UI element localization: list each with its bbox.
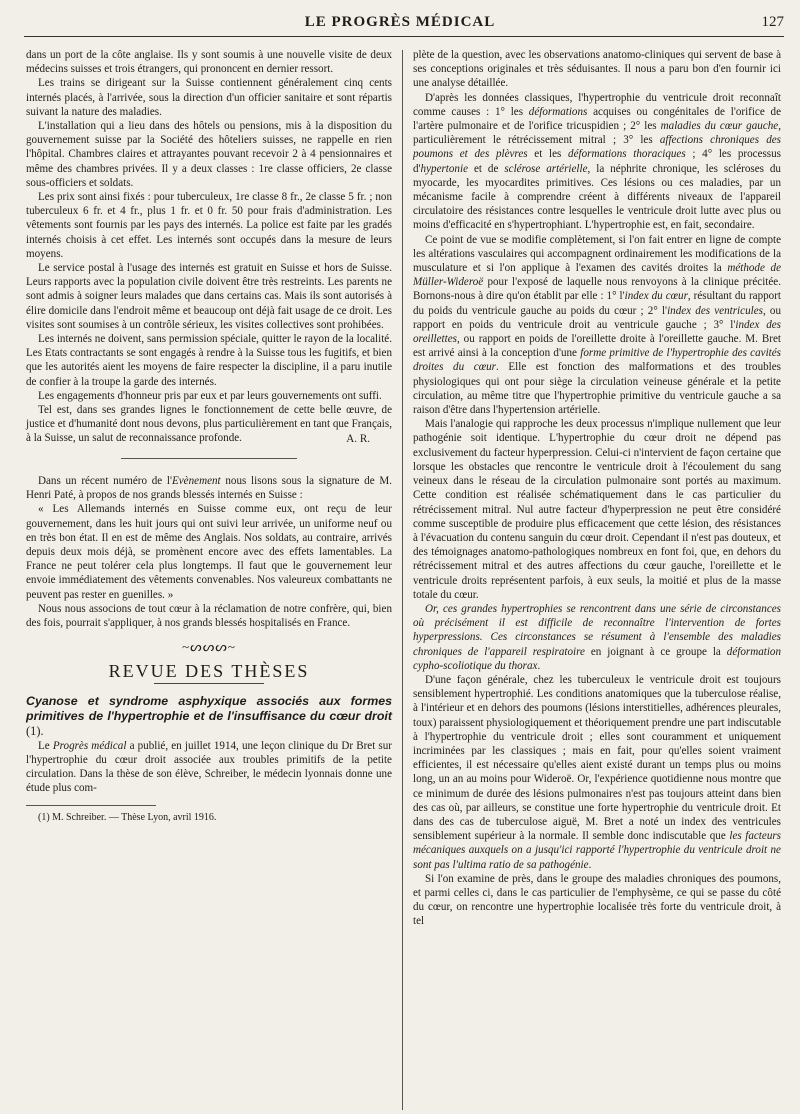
paragraph: [413, 91, 781, 233]
emphasis: index du cœur: [624, 290, 688, 303]
running-title: LE PROGRÈS MÉDICAL: [304, 14, 496, 30]
text-run: D'après les données classiques, l'hypertrophie du ventricule droit reconnaît comme causes : 1° les: [413, 91, 781, 118]
emphasis: les facteurs mécaniques auxquels on a jusqu'ici rapporté l'hypertrophie du ventricule droit ne sont pas l'ultima ratio de sa pathogénie: [413, 830, 781, 871]
article-signature: A. R.: [346, 432, 370, 445]
paragraph: Les prix sont ainsi fixés : pour tuberculeux, 1re classe 8 fr., 2e classe 5 fr. ; non tuberculeux 6 fr. et 4 fr., plus 1 fr. et 0 fr. 50 pour frais d'administration. Les vêtements sont fournis par les pays des internés. La police est faite par les gradés internés choisis à cet effet. Les internés sont occupés dans la mesure de leurs moyens.: [26, 191, 392, 260]
section-rule: [154, 683, 264, 684]
column-divider: [402, 50, 403, 1110]
text-run: , particulièrement le rétrécissement mitral ; 3° les: [413, 120, 781, 147]
emphasis: déformations thoraciques: [568, 148, 686, 161]
text-run: Le: [38, 739, 53, 752]
emphasis: hypertonie: [420, 162, 468, 175]
text-run: .: [537, 659, 541, 672]
footnote: (1) M. Schreiber. — Thèse Lyon, avril 1916.: [38, 812, 217, 824]
journal-name: Evènement: [171, 474, 221, 487]
paragraph: Les trains se dirigeant sur la Suisse contiennent généralement cinq cents internés placés, à l'arrivée, sous la direction d'un officier sanitaire et sont répartis suivant la nature des maladies.: [26, 77, 392, 118]
header-rule: [24, 36, 784, 37]
text-run: , la néphrite chronique, les scléroses du myocarde, les myocardites primitives. Ces lésions ou ces maladies, par un mécanisme facile à comprendre créent à différents niveaux de l'appareil circulatoire des résistances contre lesquelles le ventricule droit lutte avec plus ou moins d'efficacité en s'hypertrophiant. L'hypertrophie est, en fait, secondaire.: [413, 162, 781, 232]
page-number: 127: [761, 14, 784, 30]
thesis-title: [26, 694, 392, 739]
emphasis: Or, ces grandes hypertrophies se rencontrent dans une série de circonstances où précisément il est difficile de reconnaître l'intervention de fortes hyperpressions. Ces circonstances se résument à l'ensemble des maladies chroniques de l'appareil respiratoire: [413, 602, 781, 658]
paragraph: [413, 673, 781, 872]
paragraph: plète de la question, avec les observations anatomo-cliniques qui servent de base à ses conceptions originales et très séduisantes. Il nous a paru bon d'en fournir ici une analyse détaillée.: [413, 49, 781, 90]
text-run: acquises ou congénitales de l'orifice de l'artère pulmonaire et de l'orifice tricuspidien ; 2° les: [413, 105, 781, 133]
paragraph: [413, 233, 781, 418]
text-run: ; 4° les processus d': [413, 148, 781, 175]
text-run: a publié, en juillet 1914, une leçon clinique du Dr Bret sur l'hypertrophie du cœur droit associée aux troubles primitifs de la petite circulation. Dans la thèse de son élève, Schreiber, le médecin lyonnais donne une étude plus com-: [26, 739, 392, 795]
right-column: [413, 48, 781, 929]
text-run: et les: [527, 148, 569, 161]
emphasis: index des oreillettes: [413, 318, 781, 346]
text-run: Dans un récent numéro de l': [38, 474, 172, 487]
emphasis: sclérose artérielle: [504, 162, 588, 175]
block-quote: « Les Allemands internés en Suisse comme eux, ont reçu de leur gouvernement, dans les huit jours qui ont suivi leur arrivée, un uniforme neuf ou en très bon état. Il en est de même des Anglais. Nos soldats, au contraire, arrivés depuis deux mois déjà, se promènent encore avec des effets lamentables. La France ne peut tolérer cela plus longtemps. Il faut que le gouvernement leur envoie immédiatement des vêtements convenables. Nos valeureux combattants ne peuvent pas rester en guenilles. »: [26, 503, 392, 601]
paragraph: [26, 474, 392, 502]
text-run: en joignant à ce groupe la: [584, 645, 727, 658]
emphasis: méthode de Müller-Wideroë: [413, 262, 782, 289]
paragraph: Les engagements d'honneur pris par eux et par leurs gouvernements ont suffi.: [38, 389, 382, 402]
text-run: , ou rapport en poids du ventricule droit au ventricule gauche ; 3° l': [413, 304, 781, 331]
text-run: nous lisons sous la signature de M. Henri Paté, à propos de nos grands blessés internés en Suisse :: [26, 474, 392, 502]
emphasis: maladies du cœur gauche: [660, 120, 779, 133]
text-run: D'une façon générale, chez les tuberculeux le ventricule droit est toujours sensiblement hypertrophié. Les conditions anatomiques que la tuberculose réalise, à l'intérieur et en dehors des poumons (lésions interstitielles, adhérences pleurales, toux) paraissent physiologiquement et théoriquement prendre une part indiscutable à l'hypertrophie du ventricule droit ; elles sont couramment et uniquement incriminées par les classiques ; mais en fait, pour qu'elles soient vraiment efficientes, il est nécessaire qu'elles aient existé durant un temps plus ou moins long, un an au moins pour Wideroë. Or, l'expérience quotidienne nous montre que ce minimum de durée des lésions pulmonaires n'est pas toujours atteint dans bien des cas où, par ailleurs, se constitue une forte hypertrophie du ventricule droit. Et dans des cas de tuberculose aiguë, M. Bret a noté un index des ventricules sensiblement supérieur à la normale. Il semble donc indiscutable que: [413, 673, 781, 843]
emphasis: forme primitive de l'hypertrophie des cavités droites du cœur: [413, 347, 781, 374]
text-run: , résultant du rapport du poids du ventricule gauche au poids du cœur ; 2° l': [413, 290, 781, 317]
separator-rule: [121, 458, 297, 459]
footnote-rule: [26, 805, 156, 806]
paragraph: [413, 602, 781, 673]
paragraph: Mais l'analogie qui rapproche les deux processus n'implique nullement que leur pathogénie soit identique. L'hypertrophie du cœur droit ne dépend pas exclusivement du facteur hyperpression. Celui-ci n'intervient de façon certaine que lorsque les obstacles que rencontre le ventricule droit à l'écoulement du sang veineux dans le réseau de la circulation pulmonaire sont portés au maximum. Cette condition est réalisée schématiquement dans le cas particulier du rétrécissement mitral. Nul autre facteur d'hyperpression ne peut être considéré comme susceptible de produire plus efficacement que cette lésion, des résistances à l'évacuation du contenu sanguin du cœur droit. Cependant il n'est pas douteux, et des témoignages anatomo-pathologiques nombreux en font foi, que, en dehors du rétrécissement mitral et des autres affections du cœur gauche, l'oreillette et le ventricule droits représentent parfois, à eux seuls, la moitié et plus de la masse totale du cœur.: [413, 418, 781, 601]
emphasis: déformations: [528, 105, 588, 118]
paragraph: Le service postal à l'usage des internés est gratuit en Suisse et hors de Suisse. Leurs rapports avec la population civile doivent être très restreints. Les parents ne sont admis à soigner leurs malades que dans certains cas. Mais ils sont autorisés à élire domicile dans l'endroit même et beaucoup ont déjà fait usage de ce droit. Les visites sont soumises à un contrôle sérieux, les visites collectives sont prohibées.: [26, 262, 392, 331]
text-run: .: [588, 858, 592, 871]
text-run: pour l'exposé de laquelle nous renvoyons à la clinique précitée. Bornons-nous à dire qu'on établit par elle : 1° l': [413, 276, 781, 303]
paragraph: [26, 739, 392, 796]
emphasis: déformation cypho-scoliotique du thorax: [413, 645, 782, 672]
paragraph: Tel est, dans ses grandes lignes le fonctionnement de cette belle œuvre, de justice et d'humanité dont nous devons, plus particulièrement en tant que Français, à la Suisse, un salut de reconnaissance profonde.: [26, 404, 392, 445]
section-title: REVUE DES THÈSES: [108, 661, 310, 682]
paragraph: Les internés ne doivent, sans permission spéciale, quitter le rayon de la localité. Les Etats contractants se sont engagés à rendre à la Suisse tous les fugitifs, et bien que les autorités aient les moyens de faire respecter la discipline, il a paru inutile de confier à la troupe la garde des internés.: [26, 333, 392, 388]
thesis-title-text: Cyanose et syndrome asphyxique associés aux formes primitives de l'hypertrophie et de l'insuffisance du cœur droit: [26, 693, 392, 723]
text-run: et de: [468, 162, 505, 175]
paragraph: L'installation qui a lieu dans des hôtels ou pensions, mis à la disposition du gouvernement suisse par la Société des hôteliers suisses, ne rappelle en rien l'hôpital. Chambres claires et attrayantes pouvant recevoir 2 à 4 pensionnaires et même des chambres privées. Il y a deux classes : 1re classe officiers, 2e classe sous-officiers et soldats.: [26, 120, 392, 189]
left-column: [26, 48, 392, 826]
text-run: , ou rapport en poids de l'oreillette droite à l'oreillette gauche. M. Bret est arrivé ainsi à la conception d'une: [413, 333, 781, 360]
journal-name: Progrès médical: [52, 739, 127, 752]
paragraph: Nous nous associons de tout cœur à la réclamation de notre confrère, qui, bien des fois, pourrait s'appliquer, à nos grands blessés hospitalisés en France.: [26, 602, 392, 629]
footnote-ref: (1).: [26, 723, 44, 738]
text-run: . Elle est fonction des malformations et des troubles physiologiques qui ont pour siège la circulation veineuse générale et la petite circulation, au même titre que l'hypertrophie primitive du ventricule gauche a sa raison d'être dans l'hypertension artérielle.: [413, 361, 781, 417]
text-run: Ce point de vue se modifie complètement, si l'on fait entrer en ligne de compte les altérations vasculaires qui accompagnent ordinairement les modifications de la musculature et si l'on applique à l'examen des cavités droites la: [413, 233, 781, 275]
emphasis: affections chroniques des poumons et des plèvres: [413, 134, 781, 161]
ornament-divider: ~ᔕᔕᔕ~: [182, 639, 236, 655]
paragraph: dans un port de la côte anglaise. Ils y sont soumis à une nouvelle visite de deux médecins suisses et trois étrangers, qui prononcent en dernier ressort.: [26, 49, 392, 76]
paragraph: Si l'on examine de près, dans le groupe des maladies chroniques des poumons, et parmi celles ci, dans le cas particulier de l'emphysème, ce qui se passe du côté du cœur, on rencontre une hypertrophie localisée très forte du ventricule droit, à tel: [413, 872, 781, 928]
emphasis: index des ventricules: [667, 304, 763, 317]
